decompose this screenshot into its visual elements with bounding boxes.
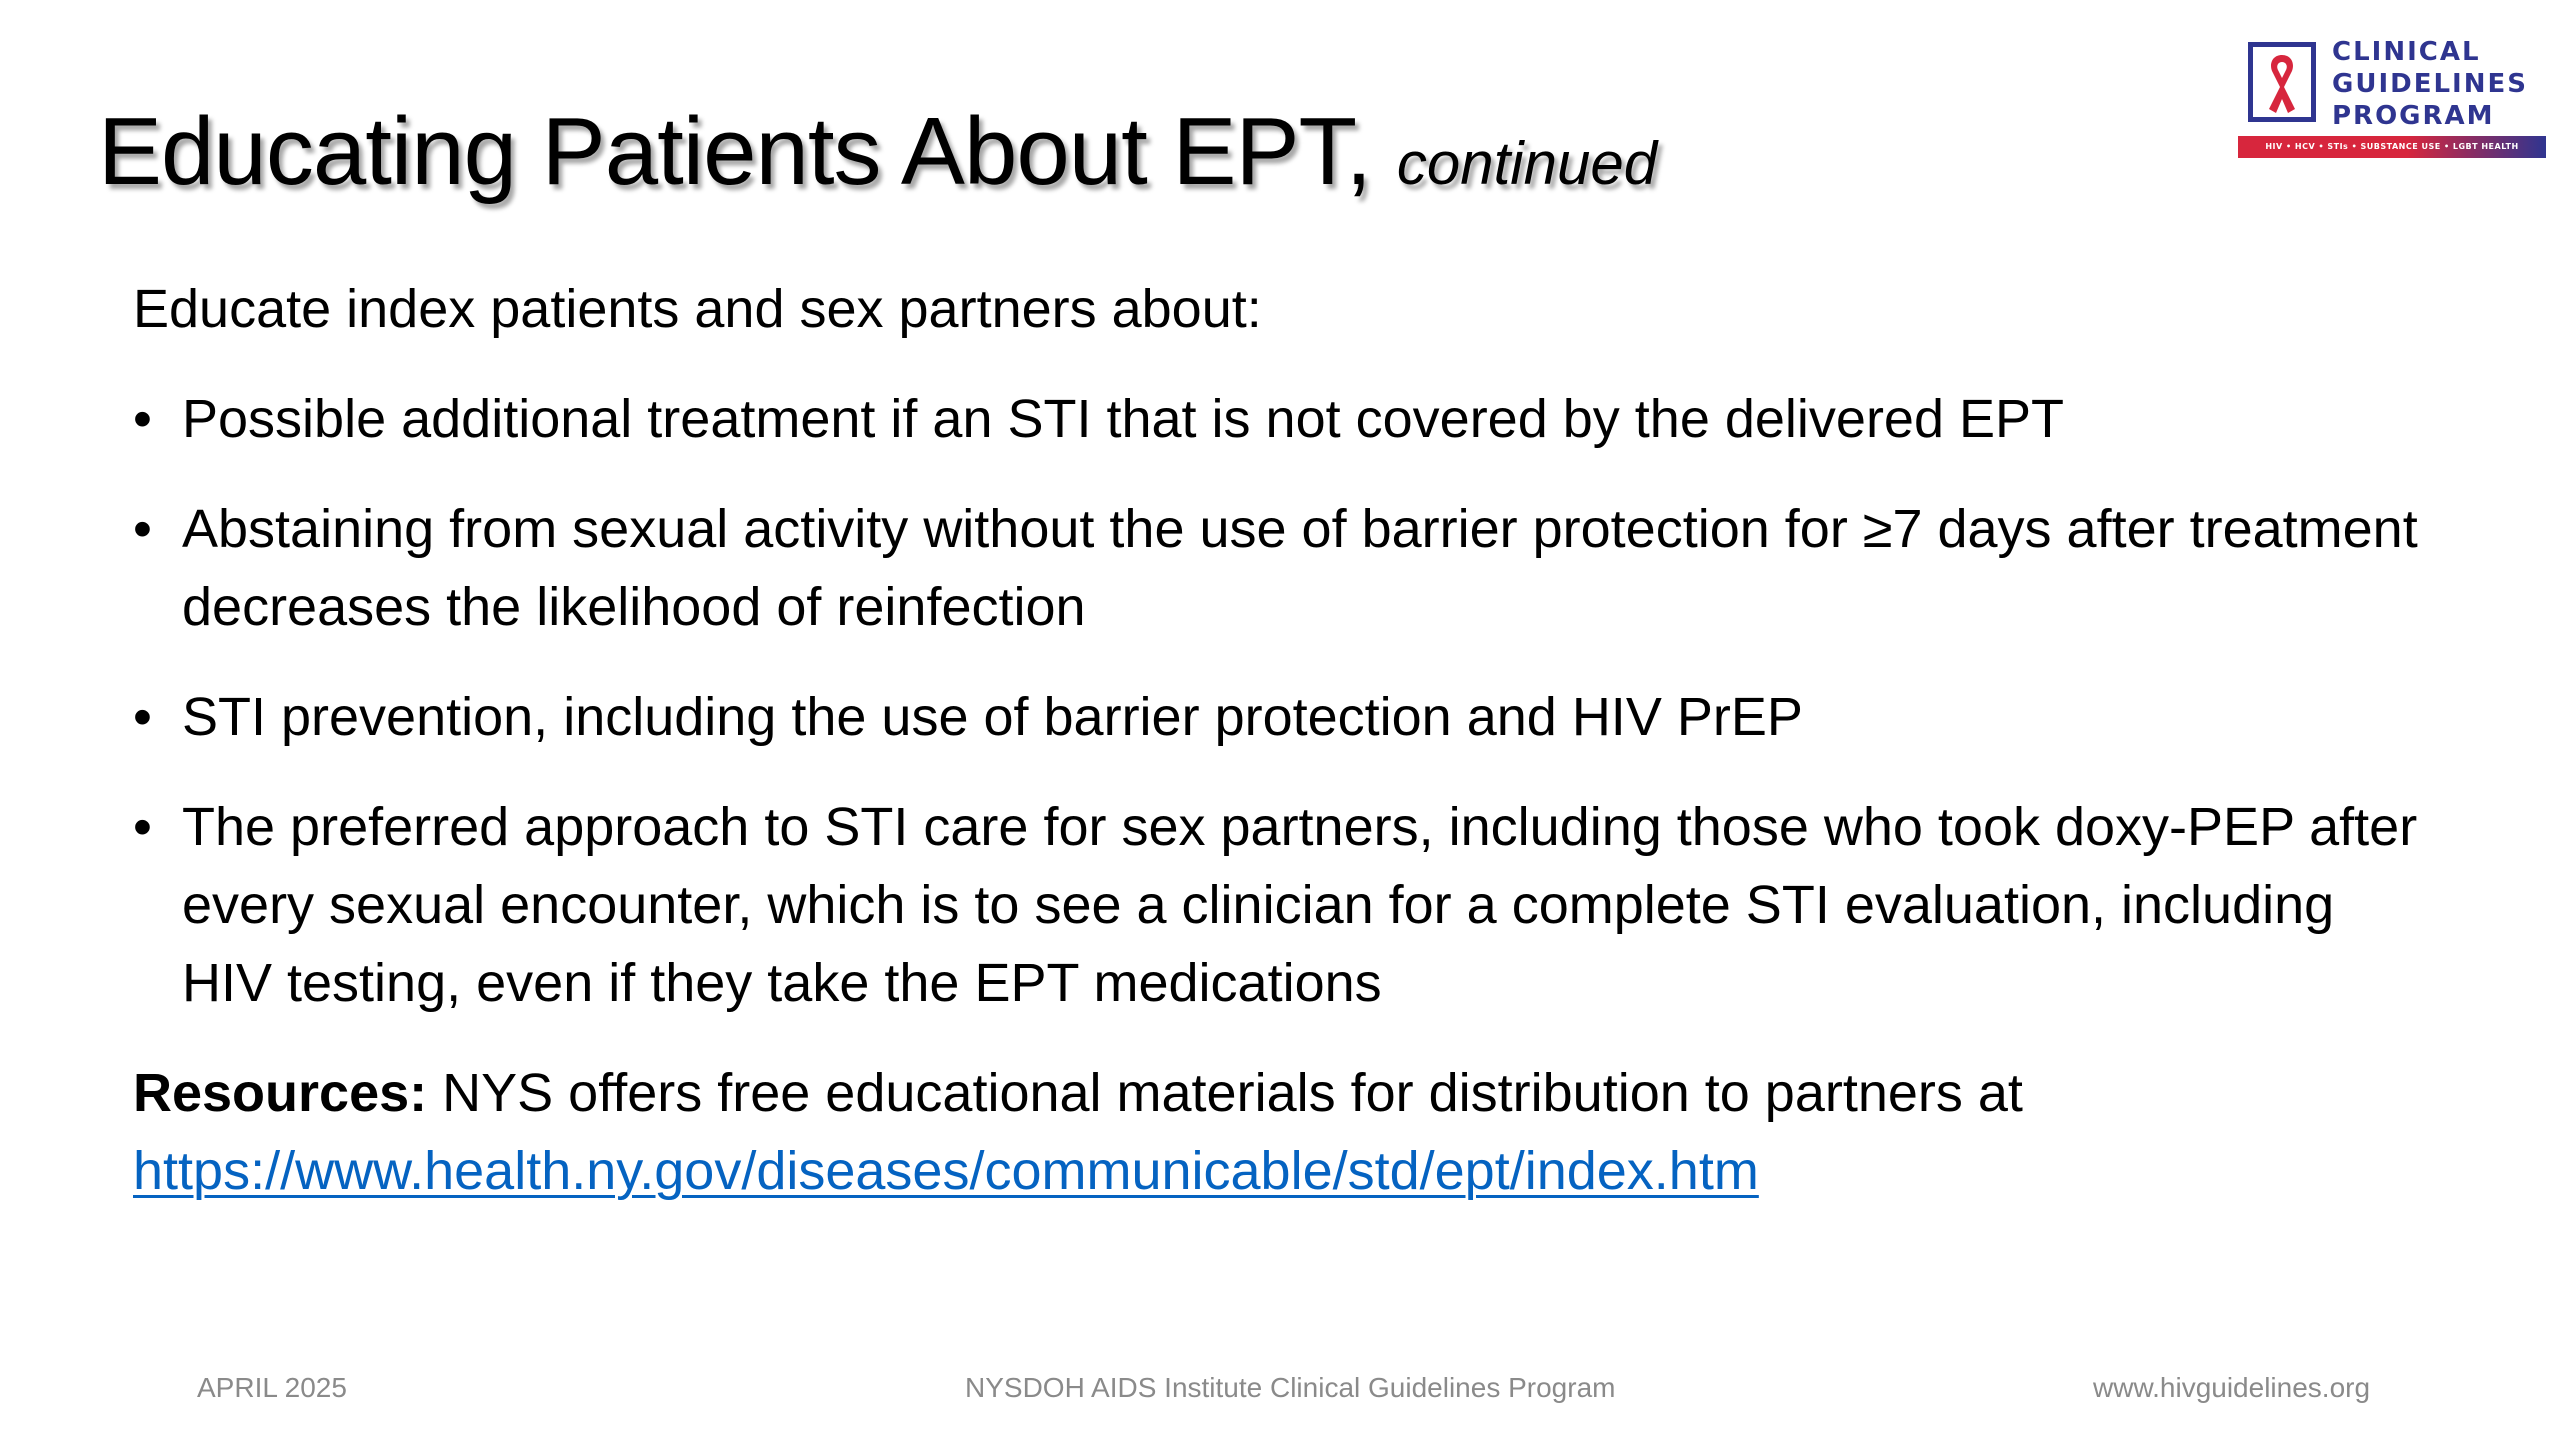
footer-program: NYSDOH AIDS Institute Clinical Guidelines Program (965, 1372, 1616, 1403)
resources-text: NYS offers free educational materials for distribution to partners at (427, 1063, 2023, 1123)
slide-title (98, 92, 1657, 224)
bullet-marker: • (133, 797, 152, 857)
resources-link[interactable]: https://www.health.ny.gov/diseases/communicable/std/ept/index.htm (133, 1141, 1759, 1201)
red-ribbon-icon (2253, 47, 2311, 117)
logo-line-program: PROGRAM (2332, 101, 2495, 131)
resources-label: Resources: (133, 1063, 428, 1123)
bullet-item (133, 490, 2433, 646)
bullet-text: The preferred approach to STI care for sex partners, including those who took doxy-PEP after every sexual encounter, which is to see a clinician for a complete STI evaluation, including HIV testing, even if they take the EPT medications (182, 797, 2418, 1013)
resources-paragraph (133, 1054, 2433, 1210)
intro-text: Educate index patients and sex partners about: (133, 279, 1262, 339)
clinical-guidelines-program-logo (2238, 36, 2546, 160)
logo-tagline-bar: HIV • HCV • STIs • SUBSTANCE USE • LGBT HEALTH (2238, 136, 2546, 158)
bullet-marker: • (133, 687, 152, 747)
bullet-item (133, 788, 2433, 1022)
bullet-text: Abstaining from sexual activity without the use of barrier protection for ≥7 days after treatment decreases the likelihood of reinfection (182, 499, 2418, 637)
logo-badge (2248, 42, 2316, 122)
bullet-text: STI prevention, including the use of barrier protection and HIV PrEP (182, 687, 1803, 747)
slide-subtitle: continued (1396, 130, 1658, 197)
footer-website: www.hivguidelines.org (2093, 1372, 2371, 1403)
logo-line-clinical: CLINICAL (2332, 37, 2481, 67)
bullet-item (133, 380, 2433, 458)
logo-wordmark (2332, 36, 2528, 132)
footer-date: APRIL 2025 (197, 1372, 347, 1403)
logo-line-guidelines: GUIDELINES (2332, 69, 2528, 99)
bullet-marker: • (133, 389, 152, 449)
slide-body (133, 270, 2433, 1210)
bullet-marker: • (133, 499, 152, 559)
bullet-list (133, 380, 2433, 1022)
bullet-text: Possible additional treatment if an STI that is not covered by the delivered EPT (182, 389, 2065, 449)
slide-title-main: Educating Patients About EPT, (98, 98, 1372, 205)
bullet-item (133, 678, 2433, 756)
